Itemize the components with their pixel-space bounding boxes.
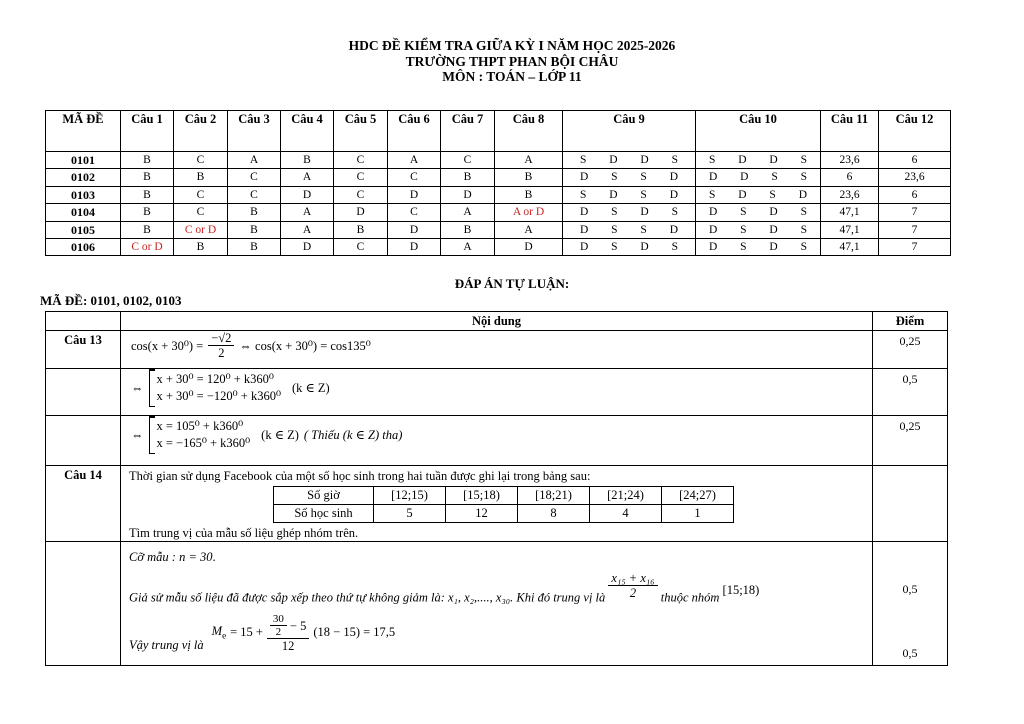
- outer-numerator: [267, 611, 309, 639]
- math-inline: n = 30: [179, 550, 213, 564]
- group-interval: [15;18): [722, 583, 760, 598]
- answer-cell: D S D S: [696, 239, 821, 256]
- cau14-problem: [121, 466, 873, 542]
- condition-text: (k ∈ Z): [261, 428, 299, 442]
- answer-cell: 23,6: [879, 169, 951, 186]
- answer-cell: C: [174, 186, 228, 203]
- solution-text: Cỡ mẫu :: [129, 550, 176, 564]
- exam-code: 0103: [46, 186, 121, 203]
- outer-denominator: 12: [281, 639, 295, 653]
- fraction-numerator: x₁₅ + x₁₆: [608, 571, 657, 586]
- col-header-cau1: Câu 1: [121, 111, 174, 152]
- col-header-cau12: Câu 12: [879, 111, 951, 152]
- cau13-row-3: [46, 416, 948, 466]
- frequency-table-value-row: [274, 505, 734, 523]
- freq-cell: Số học sinh: [274, 505, 374, 523]
- equation-system-bracket: [149, 369, 281, 407]
- answer-cell: B: [495, 169, 563, 186]
- answer-cell: B: [121, 186, 174, 203]
- points-empty: [873, 466, 948, 542]
- col-header-cau2: Câu 2: [174, 111, 228, 152]
- iff-symbol: ⇔: [131, 380, 144, 395]
- solution-line-1: [129, 550, 216, 565]
- answer-cell: C: [334, 169, 388, 186]
- formula-text: ⇔ cos(x + 30⁰) = cos135⁰: [239, 338, 371, 353]
- solution-line-3: [129, 611, 395, 653]
- essay-section-title: ĐÁP ÁN TỰ LUẬN:: [454, 276, 570, 291]
- answer-cell-corrected: C or D: [121, 239, 174, 256]
- answer-cell: 47,1: [821, 221, 879, 238]
- exam-code: 0106: [46, 239, 121, 256]
- essay-header-row: [46, 312, 948, 331]
- exam-code: 0101: [46, 152, 121, 169]
- freq-cell: [24;27): [662, 487, 734, 505]
- answer-cell-corrected: C or D: [174, 221, 228, 238]
- cau13-row-2: [46, 369, 948, 416]
- empty-label-cell: [46, 369, 121, 416]
- cau14-problem-row: [46, 466, 948, 542]
- answer-cell: B: [121, 152, 174, 169]
- fraction-denominator: 2: [629, 586, 637, 600]
- answer-cell: D S D S: [563, 204, 696, 221]
- answer-cell: C: [388, 204, 441, 221]
- exam-code: 0105: [46, 221, 121, 238]
- answer-cell: B: [228, 204, 281, 221]
- freq-cell: [15;18): [446, 487, 518, 505]
- frequency-table: [273, 486, 734, 523]
- solution-text: Vậy trung vị là: [129, 638, 204, 652]
- cau13-row-1: [46, 331, 948, 369]
- col-header-cau11: Câu 11: [821, 111, 879, 152]
- answer-cell: A: [281, 204, 334, 221]
- freq-cell: 1: [662, 505, 734, 523]
- col-header-cau4: Câu 4: [281, 111, 334, 152]
- answer-cell: A: [281, 221, 334, 238]
- answer-cell: D S D S: [563, 239, 696, 256]
- answer-row-0103: [46, 186, 951, 203]
- answer-cell: A: [441, 239, 495, 256]
- answer-cell: B: [441, 221, 495, 238]
- cau13-step3: [121, 416, 873, 466]
- answer-row-0106: [46, 239, 951, 256]
- freq-cell: [18;21): [518, 487, 590, 505]
- answer-cell: C: [174, 152, 228, 169]
- answer-cell: C: [388, 169, 441, 186]
- answer-cell: B: [121, 204, 174, 221]
- freq-cell: Số giờ: [274, 487, 374, 505]
- me-symbol: [212, 624, 226, 641]
- system-line: x = −165⁰ + k360⁰: [156, 436, 251, 450]
- answer-cell: A: [281, 169, 334, 186]
- answer-cell: B: [334, 221, 388, 238]
- freq-cell: 12: [446, 505, 518, 523]
- solution-text: thuộc nhóm: [660, 590, 720, 605]
- title-line-3: MÔN : TOÁN – LỚP 11: [442, 69, 582, 84]
- outer-fraction: [267, 611, 309, 653]
- col-header-ma-de: MÃ ĐỀ: [46, 111, 121, 152]
- title-line-1: HDC ĐỀ KIỂM TRA GIỮA KỲ I NĂM HỌC 2025-2026: [348, 38, 676, 53]
- col-header-cau3: Câu 3: [228, 111, 281, 152]
- answer-cell: B: [121, 221, 174, 238]
- condition-text: (k ∈ Z): [291, 381, 330, 395]
- answer-row-0105: [46, 221, 951, 238]
- answer-cell: D S S D: [563, 221, 696, 238]
- answer-cell: B: [174, 239, 228, 256]
- freq-cell: [21;24): [590, 487, 662, 505]
- formula-text: cos(x + 30⁰) =: [131, 338, 204, 353]
- iff-symbol: ⇔: [131, 427, 144, 442]
- answer-cell: B: [228, 221, 281, 238]
- equation-system-bracket: [149, 416, 251, 454]
- solution-text: Giả sử mẫu số liệu đã được sắp xếp theo thứ tự không giảm là:: [129, 590, 445, 605]
- col-header-cau5: Câu 5: [334, 111, 388, 152]
- problem-statement: Thời gian sử dụng Facebook của một số học sinh trong hai tuần được ghi lại trong bảng sau:: [129, 469, 591, 483]
- col-header-cau7: Câu 7: [441, 111, 495, 152]
- answer-cell: B: [174, 169, 228, 186]
- exam-code: 0102: [46, 169, 121, 186]
- answer-cell: S D D S: [563, 152, 696, 169]
- solution-text: .: [212, 550, 216, 564]
- system-line: x + 30⁰ = −120⁰ + k360⁰: [156, 389, 281, 403]
- answer-cell: 6: [879, 186, 951, 203]
- frequency-table-header-row: [274, 487, 734, 505]
- answer-cell: 23,6: [821, 152, 879, 169]
- fraction-denominator: 2: [218, 346, 225, 360]
- col-header-cau10: Câu 10: [696, 111, 821, 152]
- answer-cell: B: [281, 152, 334, 169]
- freq-cell: 5: [374, 505, 446, 523]
- essay-answer-table: [45, 311, 948, 666]
- question-label: Câu 14: [46, 466, 121, 542]
- answer-cell: A: [228, 152, 281, 169]
- cau14-solution: [121, 542, 873, 666]
- answer-header-row: [46, 111, 951, 152]
- exam-code: 0104: [46, 204, 121, 221]
- grading-note: ( Thiếu (k ∈ Z) tha): [303, 428, 403, 442]
- solution-line-2: [129, 571, 760, 613]
- answer-cell: C: [334, 186, 388, 203]
- answer-cell: A: [495, 221, 563, 238]
- freq-cell: 4: [590, 505, 662, 523]
- numerator-rest: − 5: [289, 618, 307, 633]
- cau13-step1: [121, 331, 873, 369]
- system-line: x = 105⁰ + k360⁰: [156, 419, 244, 433]
- solution-text: . Khi đó trung vị là: [510, 590, 606, 605]
- col-header-cau6: Câu 6: [388, 111, 441, 152]
- answer-cell: C: [334, 239, 388, 256]
- points-value: 0,25: [873, 416, 948, 466]
- empty-label-cell: [46, 542, 121, 666]
- answer-cell: 7: [879, 239, 951, 256]
- question-label: Câu 13: [46, 331, 121, 369]
- me-subscript: e: [222, 630, 227, 641]
- system-line: x + 30⁰ = 120⁰ + k360⁰: [156, 372, 274, 386]
- col-header-cau8: Câu 8: [495, 111, 563, 152]
- freq-cell: [12;15): [374, 487, 446, 505]
- answer-cell: B: [121, 169, 174, 186]
- answer-cell: 6: [879, 152, 951, 169]
- points-cell-double: [873, 542, 948, 666]
- empty-label-cell: [46, 416, 121, 466]
- answer-cell: D: [281, 239, 334, 256]
- answer-cell: D D S S: [696, 169, 821, 186]
- answer-key-table: [45, 110, 951, 256]
- answer-row-0102: [46, 169, 951, 186]
- formula-text: (18 − 15) = 17,5: [313, 624, 396, 639]
- answer-cell: B: [228, 239, 281, 256]
- math-sequence: x₁, x₂,...., x₃₀: [447, 590, 511, 605]
- answer-cell: S D D S: [696, 152, 821, 169]
- answer-cell: D: [495, 239, 563, 256]
- answer-cell: D S D S: [696, 204, 821, 221]
- answer-cell: 7: [879, 221, 951, 238]
- answer-cell: D: [388, 239, 441, 256]
- essay-exam-codes: MÃ ĐỀ: 0101, 0102, 0103: [40, 293, 182, 308]
- answer-cell: B: [441, 169, 495, 186]
- answer-cell: D: [388, 186, 441, 203]
- answer-cell: 47,1: [821, 239, 879, 256]
- answer-row-0101: [46, 152, 951, 169]
- fraction: [208, 331, 234, 360]
- answer-cell: A: [495, 152, 563, 169]
- points-value: 0,5: [902, 582, 918, 596]
- answer-cell: D: [334, 204, 388, 221]
- col-header-cau9: Câu 9: [563, 111, 696, 152]
- freq-cell: 8: [518, 505, 590, 523]
- answer-cell: D: [388, 221, 441, 238]
- answer-cell: D S S D: [563, 169, 696, 186]
- cau13-step2: [121, 369, 873, 416]
- answer-cell: S D S D: [563, 186, 696, 203]
- median-formula: [212, 611, 396, 653]
- answer-cell: C: [334, 152, 388, 169]
- fraction-numerator: −√2: [208, 331, 234, 346]
- document-title: [0, 38, 1024, 85]
- answer-cell: C: [228, 186, 281, 203]
- points-value: 0,5: [873, 369, 948, 416]
- answer-cell-corrected: A or D: [495, 204, 563, 221]
- answer-row-0104: [46, 204, 951, 221]
- problem-question: Tìm trung vị của mẫu số liệu ghép nhóm trên.: [129, 526, 359, 540]
- answer-cell: A: [441, 204, 495, 221]
- inner-denominator: 2: [275, 626, 282, 638]
- title-line-2: TRƯỜNG THPT PHAN BỘI CHÂU: [405, 53, 619, 69]
- cau14-solution-row: [46, 542, 948, 666]
- answer-cell: C: [441, 152, 495, 169]
- answer-cell: C: [174, 204, 228, 221]
- inner-numerator: 30: [270, 613, 287, 626]
- answer-cell: B: [495, 186, 563, 203]
- answer-cell: 47,1: [821, 204, 879, 221]
- answer-cell: S D S D: [696, 186, 821, 203]
- me-letter: M: [211, 623, 223, 638]
- answer-cell: D: [441, 186, 495, 203]
- col-header-content: Nội dung: [121, 312, 873, 331]
- answer-cell: 7: [879, 204, 951, 221]
- answer-cell: C: [228, 169, 281, 186]
- points-value: 0,5: [902, 646, 918, 660]
- answer-cell: A: [388, 152, 441, 169]
- points-value: 0,25: [873, 331, 948, 369]
- col-header-points: Điểm: [873, 312, 948, 331]
- formula-text: = 15 +: [230, 624, 263, 639]
- median-fraction: [608, 571, 657, 600]
- essay-header-empty: [46, 312, 121, 331]
- answer-cell: 6: [821, 169, 879, 186]
- answer-cell: D S D S: [696, 221, 821, 238]
- answer-cell: 23,6: [821, 186, 879, 203]
- inner-fraction: [270, 613, 287, 638]
- answer-cell: D: [281, 186, 334, 203]
